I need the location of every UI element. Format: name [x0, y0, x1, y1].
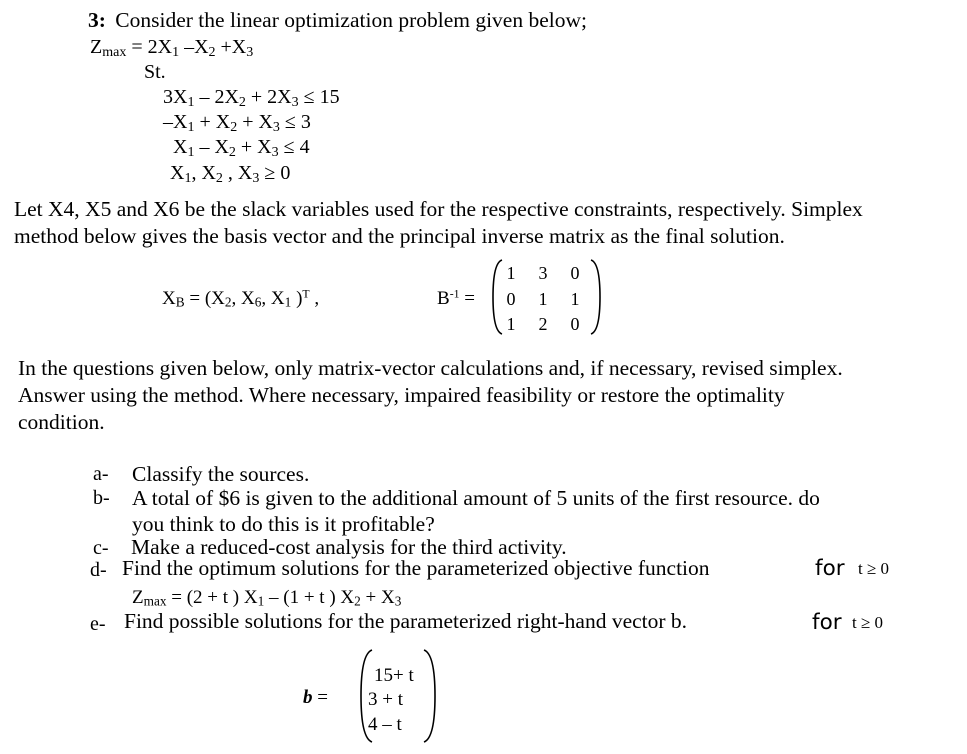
question-d-text: Find the optimum solutions for the parameterized objective function	[122, 556, 710, 580]
question-e-label: e-	[90, 613, 106, 635]
objective-function: $Z_{max} = 2X_1$ $-X_2 +X_3$	[90, 36, 254, 60]
question-b-line-1: A total of $6 is given to the additional amount of 5 units of the first resource. do	[132, 486, 820, 510]
basis-vector: $X_B = (X_2$, $X_6$, $X_1$ )$^T$ ,	[162, 287, 320, 310]
b-vector-right-paren	[422, 648, 438, 744]
binv-cell: 1	[538, 289, 548, 309]
constraint-2: $-X_1 + X_2 + X_3 \le 3$	[163, 111, 311, 135]
problem-number: 3:	[88, 8, 106, 32]
b-vector-entry: 3 + t	[368, 689, 403, 710]
binv-right-paren	[589, 258, 603, 336]
constraint-1: $3X_1 - 2X_2 + 2X_3 \le 15$	[163, 86, 340, 110]
b-vector-entry: 4 – t	[368, 714, 402, 735]
b-vector-label: b =	[303, 687, 328, 708]
b-vector-entry: 15+ t	[374, 665, 414, 686]
paragraph-1-line-2: method below gives the basis vector and the principal inverse matrix as the final solution.	[14, 224, 785, 248]
question-e-for: for	[812, 610, 842, 635]
subject-to-label: St.	[144, 61, 166, 83]
binv-cell: 0	[506, 289, 516, 309]
problem-intro: Consider the linear optimization problem given below;	[115, 8, 587, 32]
constraint-3: $X_1 - X_2 + X_3 \le 4$	[173, 136, 310, 160]
binv-cell: 2	[538, 314, 548, 334]
question-d-condition: t ≥ 0	[858, 559, 890, 578]
binv-cell: 0	[570, 314, 580, 334]
paragraph-2-line-2: Answer using the method. Where necessary, impaired feasibility or restore the optimality	[18, 383, 785, 407]
problem-header	[88, 10, 587, 32]
nonnegativity-constraint: $X_1$, $X_2$ , $X_3 \ge 0$	[170, 162, 291, 186]
question-e-condition: t ≥ 0	[852, 613, 884, 632]
question-a-label: a-	[93, 463, 109, 485]
paragraph-2-line-3: condition.	[18, 410, 105, 434]
question-b-label: b-	[93, 487, 110, 509]
question-c-label: c-	[93, 537, 109, 559]
binv-label: $B^{-1}$ =	[437, 287, 475, 309]
question-d-label: d-	[90, 559, 107, 581]
binv-cell: 3	[538, 263, 548, 283]
binv-cell: 1	[570, 289, 580, 309]
paragraph-1-line-1: Let X4, X5 and X6 be the slack variables used for the respective constraints, respectively. Simplex	[14, 197, 863, 221]
question-d-for: for	[815, 556, 845, 581]
question-d-formula: $Z_{max} = (2 + t$ ) $X_1 - (1 + t$ ) $X_2 + X_3$	[132, 587, 402, 609]
binv-cell: 0	[570, 263, 580, 283]
question-e-text: Find possible solutions for the parameterized right-hand vector b.	[124, 609, 688, 633]
question-a-text: Classify the sources.	[132, 462, 310, 486]
binv-cell: 1	[506, 314, 516, 334]
question-b-line-2: you think to do this is it profitable?	[132, 512, 435, 536]
question-c-text: Make a reduced-cost analysis for the third activity.	[131, 535, 567, 559]
paragraph-2-line-1: In the questions given below, only matrix-vector calculations and, if necessary, revised simplex.	[18, 356, 843, 380]
binv-cell: 1	[506, 263, 516, 283]
